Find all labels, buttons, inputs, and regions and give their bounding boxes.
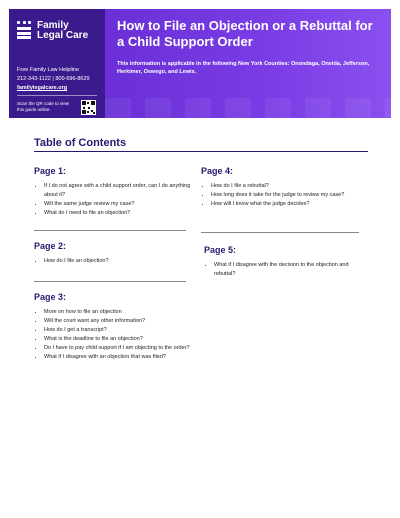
list-item: • What is the deadline to file an objection?: [44, 335, 200, 344]
banner-decoration: [105, 98, 391, 118]
list-item: • What do I need to file an objection?: [44, 209, 192, 218]
question-list: [201, 182, 361, 209]
header: [9, 9, 391, 118]
list-item: • If I do not agree with a child support order, can I do anything about it?: [44, 182, 192, 200]
section-divider: [34, 281, 186, 282]
title-banner: [105, 9, 391, 118]
helpline-title: Free Family Law Helpline: [17, 67, 80, 73]
toc-section-page-2: [34, 241, 192, 266]
county-note: This information is applicable in the following New York Counties: Onondaga, Oneida, Jefferson, Herkimer, Oswego, and Lewis.: [117, 61, 370, 75]
list-item: • What if I disagree with the decision to the objection and rebuttal?: [214, 261, 364, 279]
toc-section-page-3: [34, 292, 200, 362]
brand-name-line2: Legal Care: [37, 30, 89, 41]
list-item: • How do I file a rebuttal?: [211, 182, 361, 191]
list-item: • Do I have to pay child support if I am objecting to the order?: [44, 344, 200, 353]
question-list: [34, 308, 200, 362]
list-item: • Will the same judge review my case?: [44, 200, 192, 209]
list-item: • More on how to file an objection: [44, 308, 200, 317]
toc-section-page-1: [34, 166, 192, 218]
page-heading: Page 3:: [34, 292, 67, 302]
brand-name-line1: Family: [37, 20, 69, 31]
list-item: • How do I file an objection?: [44, 257, 192, 266]
brand-divider: [17, 95, 97, 96]
section-divider: [34, 230, 186, 231]
qr-code-icon[interactable]: [81, 100, 96, 115]
list-item: • Will the court want any other information?: [44, 317, 200, 326]
list-item: • How long does it take for the judge to review my case?: [211, 191, 361, 200]
toc-section-page-5: [204, 245, 364, 279]
document-title: How to File an Objection or a Rebuttal for a Child Support Order: [117, 18, 373, 49]
brand-panel: [9, 9, 105, 118]
page-heading: Page 5:: [204, 245, 237, 255]
qr-caption: Scan the QR code to view this guide online.: [17, 101, 70, 112]
question-list: [34, 182, 192, 218]
list-item: • How do I get a transcript?: [44, 326, 200, 335]
list-item: • What if I disagree with an objection that was filed?: [44, 353, 200, 362]
brand-name: [37, 21, 88, 41]
page-heading: Page 4:: [201, 166, 234, 176]
helpline-numbers: 212-343-1122 | 800-696-8629: [17, 76, 90, 82]
toc-section-page-4: [201, 166, 361, 209]
question-list: [204, 261, 364, 279]
question-list: [34, 257, 192, 266]
list-item: • How will I know what the judge decides?: [211, 200, 361, 209]
website-link[interactable]: familylegalcare.org: [17, 85, 68, 91]
page-heading: Page 2:: [34, 241, 67, 251]
page-heading: Page 1:: [34, 166, 67, 176]
section-divider: [201, 232, 359, 233]
family-legal-care-logo-icon: [17, 21, 31, 39]
toc-title: Table of Contents: [34, 137, 127, 149]
toc-divider: [34, 151, 368, 152]
